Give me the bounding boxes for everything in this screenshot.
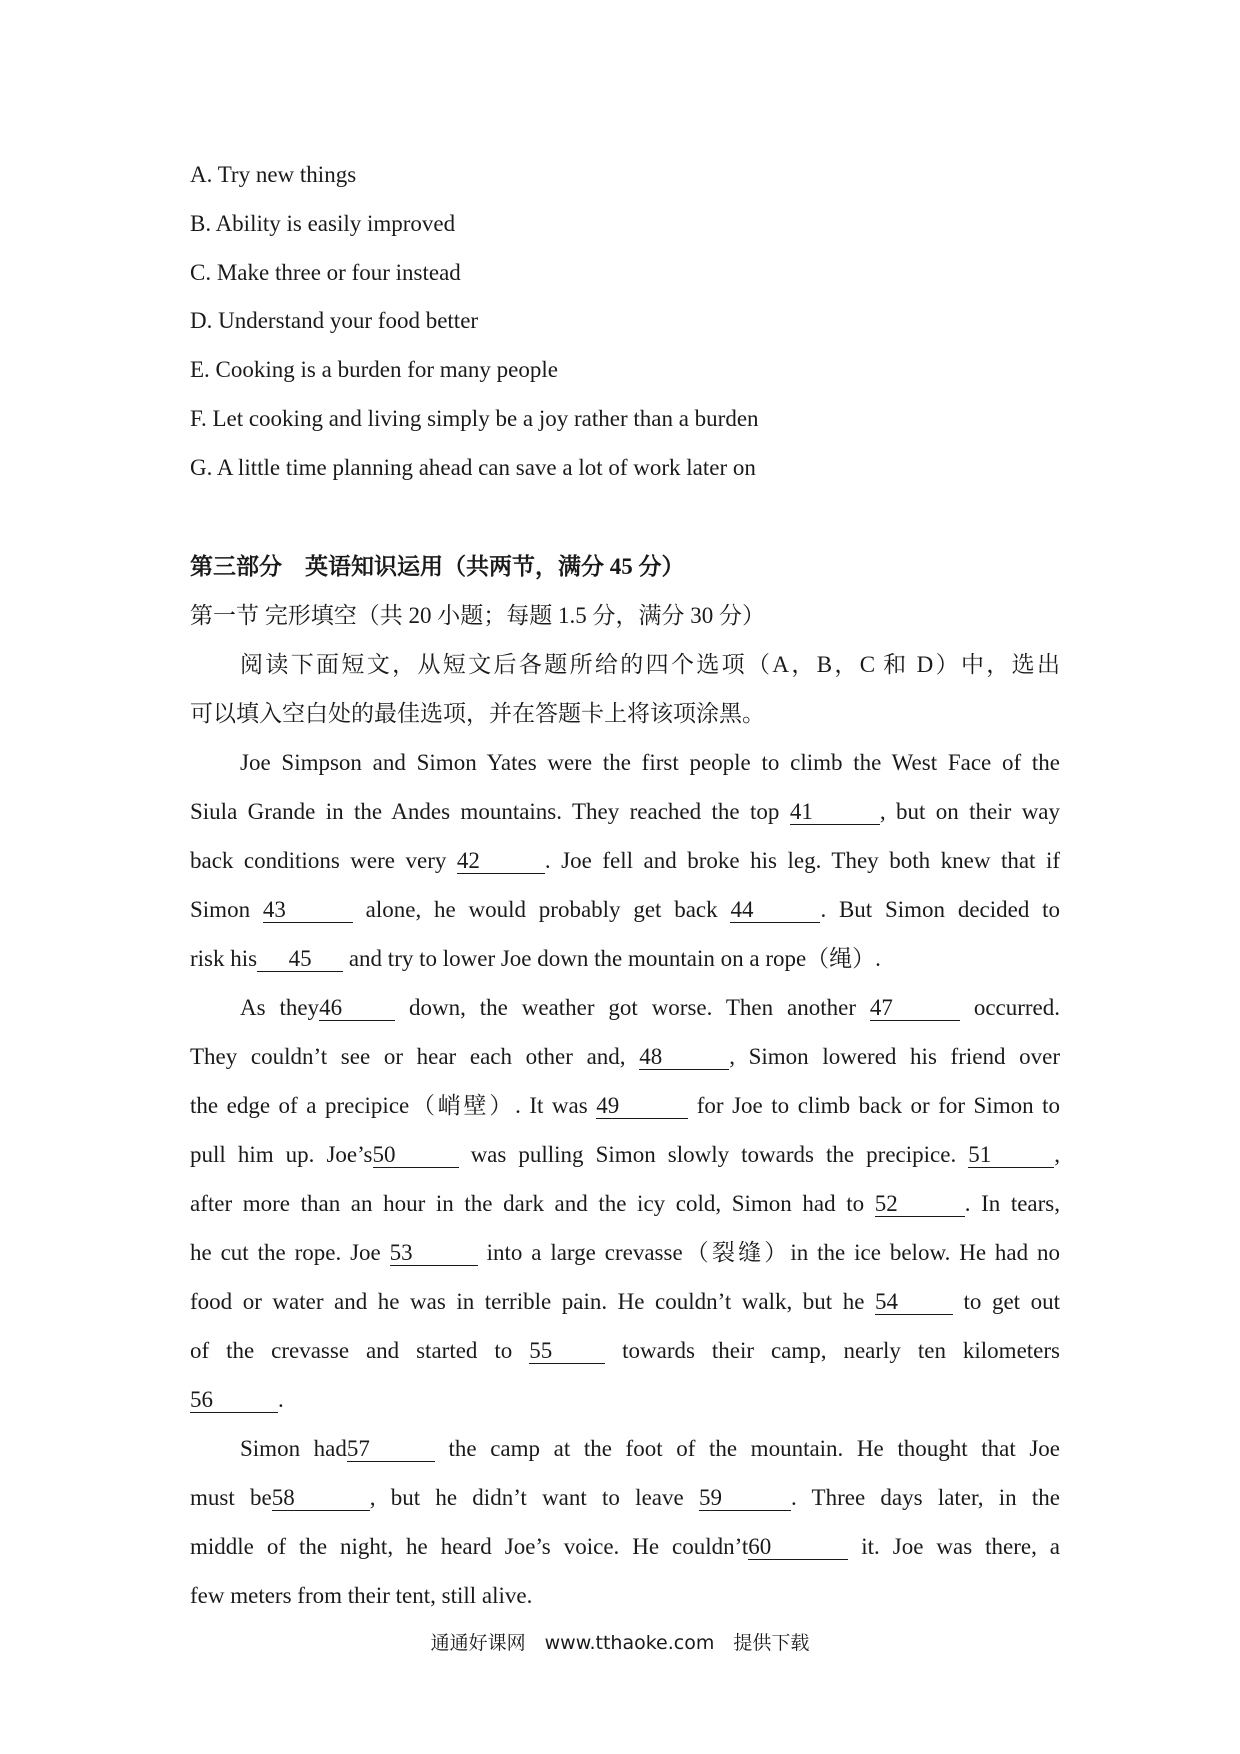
- passage-text: They couldn’t see or hear each other and,: [190, 1044, 626, 1069]
- page-footer: 通通好课网 www.tthaoke.com 提供下载: [430, 1632, 810, 1654]
- blank-41: 41: [790, 800, 880, 825]
- passage-text: .: [278, 1387, 284, 1412]
- passage-text: after more than an hour in the dark and the icy cold, Simon had to: [190, 1191, 865, 1216]
- option-e: E. Cooking is a burden for many people: [190, 357, 558, 382]
- blank-45: 45: [257, 947, 343, 972]
- passage-text: alone, he would probably get back: [365, 897, 718, 922]
- passage-text: the camp at the foot of the mountain. He thought that Joe: [448, 1436, 1060, 1461]
- blank-58: 58: [272, 1486, 370, 1511]
- passage-text: pull him up. Joe’s: [190, 1142, 373, 1167]
- blank-59: 59: [699, 1486, 791, 1511]
- passage-text: . But Simon decided to: [820, 897, 1061, 922]
- option-c: C. Make three or four instead: [190, 260, 461, 285]
- blank-48: 48: [639, 1045, 729, 1070]
- passage-line: [190, 1532, 1060, 1562]
- blank-42: 42: [457, 849, 545, 874]
- passage-text: risk his: [190, 946, 258, 971]
- blank-60: 60: [748, 1535, 848, 1560]
- passage-text: was pulling Simon slowly towards the precipice.: [470, 1142, 957, 1167]
- passage-line: [190, 1042, 1060, 1072]
- blank-52: 52: [875, 1192, 965, 1217]
- passage-line: [190, 895, 1060, 925]
- passage-text: occurred.: [973, 995, 1061, 1020]
- option-b: B. Ability is easily improved: [190, 211, 456, 236]
- option-d: D. Understand your food better: [190, 308, 479, 333]
- section-subtitle: 第一节 完形填空（共 20 小题；每题 1.5 分，满分 30 分）: [190, 603, 765, 628]
- passage-text: into a large crevasse（裂缝）in the ice below. He had no: [486, 1240, 1061, 1265]
- passage-line: [190, 846, 1060, 876]
- passage-line: [240, 993, 1060, 1023]
- blank-53: 53: [390, 1241, 478, 1266]
- passage-line: Joe Simpson and Simon Yates were the first people to climb the West Face of the: [240, 750, 1060, 775]
- passage-text: it. Joe was there, a: [861, 1534, 1061, 1559]
- blank-44: 44: [730, 898, 820, 923]
- blank-50: 50: [373, 1143, 459, 1168]
- blank-49: 49: [596, 1094, 688, 1119]
- passage-text: for Joe to climb back or for Simon to: [696, 1093, 1061, 1118]
- passage-line: [190, 1385, 1060, 1415]
- passage-text: . In tears,: [964, 1191, 1061, 1216]
- passage-line: [190, 1140, 1060, 1170]
- passage-line: [190, 1483, 1060, 1513]
- instruction-line-1: 阅读下面短文，从短文后各题所给的四个选项（A，B，C 和 D）中，选出: [240, 652, 1060, 677]
- passage-text: . Joe fell and broke his leg. They both knew that if: [544, 848, 1060, 873]
- passage-text: the edge of a precipice（峭壁）. It was: [190, 1093, 588, 1118]
- passage-line: [240, 1434, 1060, 1464]
- instruction-line-2: 可以填入空白处的最佳选项，并在答题卡上将该项涂黑。: [190, 701, 765, 726]
- passage-text: . Three days later, in the: [790, 1485, 1060, 1510]
- blank-57: 57: [347, 1437, 435, 1462]
- passage-text: middle of the night, he heard Joe’s voice. He couldn’t: [190, 1534, 749, 1559]
- passage-text: to get out: [963, 1289, 1060, 1314]
- blank-55: 55: [529, 1339, 605, 1364]
- blank-54: 54: [875, 1290, 953, 1315]
- passage-text: , but on their way: [879, 799, 1061, 824]
- option-f: F. Let cooking and living simply be a joy rather than a burden: [190, 406, 759, 431]
- passage-line: [190, 1238, 1060, 1268]
- passage-line: [190, 1189, 1060, 1219]
- passage-text: must be: [190, 1485, 272, 1510]
- passage-line: few meters from their tent, still alive.: [190, 1583, 533, 1608]
- blank-51: 51: [968, 1143, 1054, 1168]
- passage-text: As they: [240, 995, 320, 1020]
- passage-text: and try to lower Joe down the mountain on a rope（绳）.: [348, 946, 881, 971]
- passage-text: ,: [1054, 1142, 1061, 1167]
- option-g: G. A little time planning ahead can save a lot of work later on: [190, 455, 756, 480]
- passage-text: , but he didn’t want to leave: [369, 1485, 684, 1510]
- passage-text: back conditions were very: [190, 848, 447, 873]
- passage-line: [190, 1091, 1060, 1121]
- section-title: 第三部分 英语知识运用（共两节，满分 45 分）: [190, 554, 685, 579]
- blank-47: 47: [870, 996, 960, 1021]
- passage-text: of the crevasse and started to: [190, 1338, 513, 1363]
- passage-text: down, the weather got worse. Then another: [408, 995, 856, 1020]
- passage-text: , Simon lowered his friend over: [729, 1044, 1060, 1069]
- passage-text: Simon: [190, 897, 251, 922]
- option-a: A. Try new things: [190, 162, 357, 187]
- blank-56: 56: [190, 1388, 278, 1413]
- passage-line: [190, 1287, 1060, 1317]
- passage-line: [190, 944, 1060, 974]
- passage-text: he cut the rope. Joe: [190, 1240, 381, 1265]
- passage-text: food or water and he was in terrible pain. He couldn’t walk, but he: [190, 1289, 865, 1314]
- blank-46: 46: [319, 996, 395, 1021]
- passage-line: [190, 797, 1060, 827]
- passage-text: Siula Grande in the Andes mountains. They reached the top: [190, 799, 780, 824]
- passage-line: [190, 1336, 1060, 1366]
- blank-43: 43: [263, 898, 353, 923]
- passage-text: Simon had: [240, 1436, 347, 1461]
- passage-text: towards their camp, nearly ten kilometers: [622, 1338, 1060, 1363]
